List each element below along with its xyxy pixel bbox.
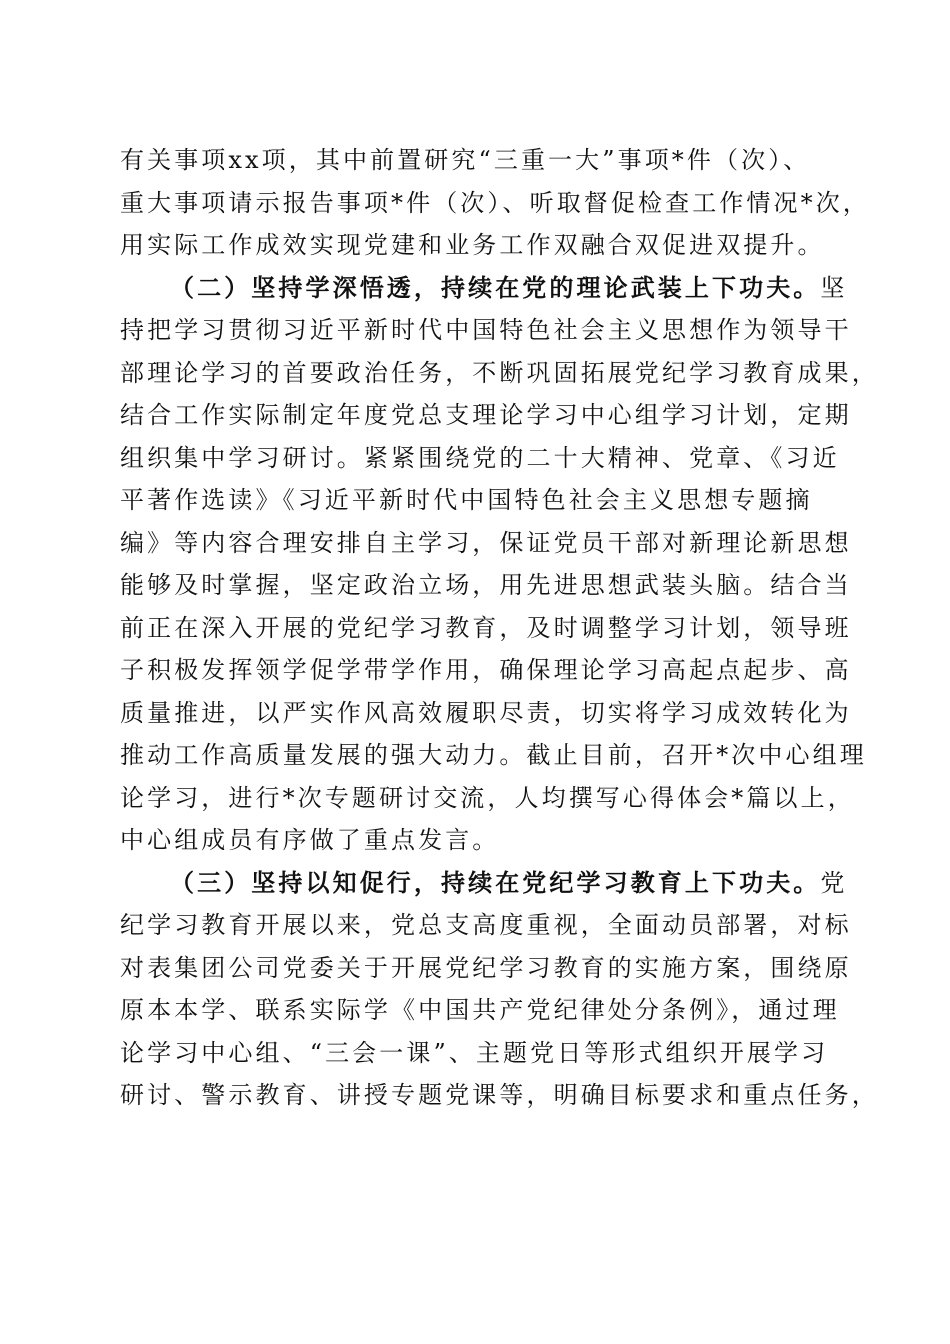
text-line: 研讨、警示教育、讲授专题党课等，明确目标要求和重点任务， xyxy=(120,1081,879,1109)
text-line: 持把学习贯彻习近平新时代中国特色社会主义思想作为领导干 xyxy=(120,316,852,344)
text-line: 结合工作实际制定年度党总支理论学习中心组学习计划，定期 xyxy=(120,401,852,429)
text-line: 有关事项xx项，其中前置研究“三重一大”事项*件（次）、 xyxy=(120,146,811,174)
text-line: 平著作选读》《习近平新时代中国特色社会主义思想专题摘 xyxy=(120,486,813,514)
document-body xyxy=(120,139,879,1117)
section-heading-2: （二）坚持学深悟透，持续在党的理论武装上下功夫。 xyxy=(170,272,821,302)
text-line: 能够及时掌握，坚定政治立场，用先进思想武装头脑。结合当 xyxy=(120,571,852,599)
paragraph-discipline-education xyxy=(120,862,879,1117)
paragraph-first-line-text: 坚 xyxy=(820,273,848,302)
text-line: 组织集中学习研讨。紧紧围绕党的二十大精神、党章、《习近 xyxy=(120,443,840,472)
paragraph-first-line xyxy=(120,862,848,905)
paragraph-first-line-text: 党 xyxy=(820,868,848,897)
text-line: 论学习，进行*次专题研讨交流，人均撰写心得体会*篇以上， xyxy=(120,783,855,812)
text-line: 质量推进，以严实作风高效履职尽责，切实将学习成效转化为 xyxy=(120,698,852,727)
text-line: 编》等内容合理安排自主学习，保证党员干部对新理论新思想 xyxy=(120,528,852,557)
text-line: 纪学习教育开展以来，党总支高度重视，全面动员部署，对标 xyxy=(120,911,852,939)
paragraph-theory-study xyxy=(120,267,879,862)
text-line: 部理论学习的首要政治任务，不断巩固拓展党纪学习教育成果， xyxy=(120,358,879,387)
paragraph-first-line xyxy=(120,267,848,310)
text-line: 重大事项请示报告事项*件（次）、听取督促检查工作情况*次， xyxy=(120,188,870,217)
text-line: 原本本学、联系实际学《中国共产党纪律处分条例》，通过理 xyxy=(120,996,840,1024)
text-line: 用实际工作成效实现党建和业务工作双融合双促进双提升。 xyxy=(120,231,825,259)
section-heading-3: （三）坚持以知促行，持续在党纪学习教育上下功夫。 xyxy=(170,867,821,897)
text-line: 推动工作高质量发展的强大动力。截止目前，召开*次中心组理 xyxy=(120,741,867,769)
text-line: 对表集团公司党委关于开展党纪学习教育的实施方案，围绕原 xyxy=(120,953,852,982)
text-line: 前正在深入开展的党纪学习教育，及时调整学习计划，领导班 xyxy=(120,613,852,642)
paragraph-continuation xyxy=(120,139,870,267)
text-line: 论学习中心组、“三会一课”、主题党日等形式组织开展学习 xyxy=(120,1038,829,1067)
text-line: 中心组成员有序做了重点发言。 xyxy=(120,826,500,854)
text-line: 子积极发挥领学促学带学作用，确保理论学习高起点起步、高 xyxy=(120,656,852,684)
